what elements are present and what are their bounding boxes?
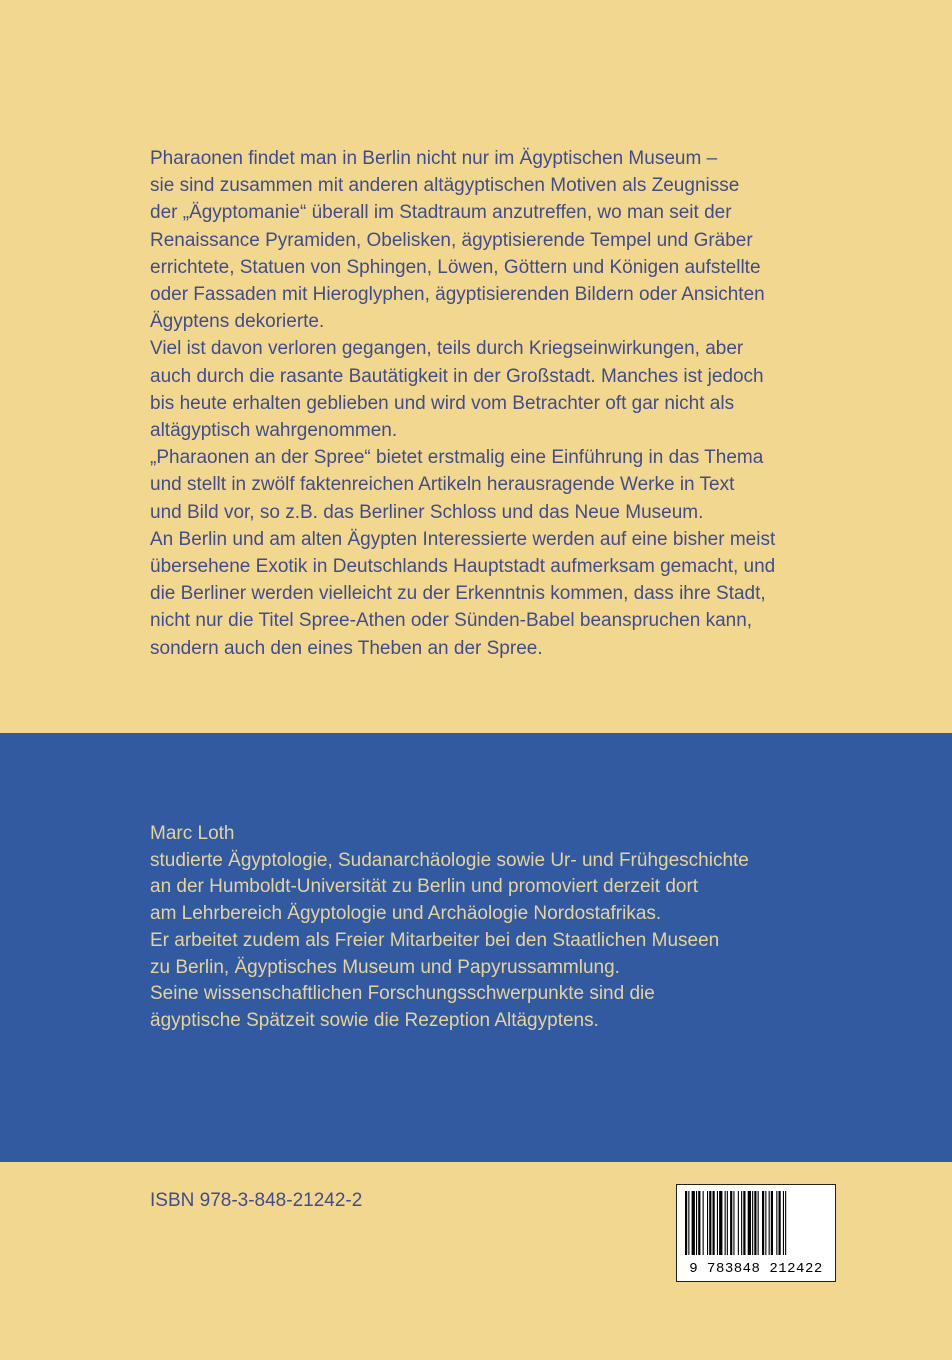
barcode-digits: 9 783848 212422 [689,1261,823,1277]
isbn-label: ISBN 978-3-848-21242-2 [150,1190,363,1211]
blurb-line: Viel ist davon verloren gegangen, teils durch Kriegseinwirkungen, aber [150,338,744,360]
barcode-bar [713,1191,715,1255]
barcode-bar [741,1191,742,1255]
blurb-line: nicht nur die Titel Spree-Athen oder Sünden-Babel beanspruchen kann, [150,610,753,632]
bio-line: zu Berlin, Ägyptisches Museum und Papyrussammlung. [150,956,620,978]
isbn-section [0,1162,952,1360]
blurb-line: altägyptisch wahrgenommen. [150,420,398,442]
barcode-bar [725,1191,726,1255]
barcode-bars [677,1185,835,1261]
barcode-bar [703,1191,704,1255]
barcode-bar [754,1191,756,1255]
blurb-line: An Berlin und am alten Ägypten Interessierte werden auf eine bisher meist [150,528,776,550]
barcode-bar [698,1191,700,1255]
bio-line: Er arbeitet zudem als Freier Mitarbeiter bei den Staatlichen Museen [150,929,720,951]
bio-line: am Lehrbereich Ägyptologie und Archäologie Nordostafrikas. [150,903,662,925]
blurb-line: oder Fassaden mit Hieroglyphen, ägyptisierenden Bildern oder Ansichten [150,284,765,306]
barcode-bar [771,1191,773,1255]
blurb-line: der „Ägyptomanie“ überall im Stadtraum anzutreffen, wo man seit der [150,202,732,224]
barcode-bar [762,1191,764,1255]
barcode-bar [776,1191,777,1255]
author-name: Marc Loth [150,823,235,844]
barcode-bar [709,1191,711,1255]
blurb-line: sie sind zusammen mit anderen altägyptischen Motiven als Zeugnisse [150,175,740,197]
barcode-bar [765,1191,766,1255]
barcode-bar [758,1191,759,1255]
barcode-bar [743,1191,745,1255]
barcode-bar [685,1191,687,1255]
blurb-line: „Pharaonen an der Spree“ bietet erstmalig eine Einführung in das Thema [150,447,764,469]
blurb-line: sondern auch den eines Theben an der Spree. [150,637,543,659]
barcode-bar [733,1191,734,1255]
author-bio-band [0,733,952,1162]
barcode-bar [730,1191,732,1255]
barcode-bar [688,1191,689,1255]
barcode [676,1184,836,1282]
barcode-bar [727,1191,728,1255]
bio-line: ägyptische Spätzeit sowie die Rezeption Altägyptens. [150,1009,599,1031]
blurb-line: auch durch die rasante Bautätigkeit in der Großstadt. Manches ist jedoch [150,365,764,387]
barcode-bar [779,1191,781,1255]
barcode-bar [692,1191,695,1255]
blurb-line: übersehene Exotik in Deutschlands Hauptstadt aufmerksam gemacht, und [150,556,776,578]
bio-line: an der Humboldt-Universität zu Berlin und promoviert derzeit dort [150,876,699,898]
barcode-bar [769,1191,770,1255]
barcode-bar [717,1191,718,1255]
blurb-text [150,145,810,662]
author-bio [150,821,850,1035]
blurb-line: und stellt in zwölf faktenreichen Artikeln herausragende Werke in Text [150,474,735,496]
blurb-line: errichtete, Statuen von Sphingen, Löwen, Göttern und Königen aufstellte [150,256,761,278]
blurb-line: die Berliner werden vielleicht zu der Erkenntnis kommen, dass ihre Stadt, [150,583,766,605]
bio-line: studierte Ägyptologie, Sudanarchäologie sowie Ur- und Frühgeschichte [150,849,749,871]
barcode-bar [707,1191,708,1255]
barcode-bar [752,1191,753,1255]
barcode-bar [785,1191,786,1255]
blurb-line: bis heute erhalten geblieben und wird vom Betrachter oft gar nicht als [150,392,735,414]
barcode-bar [748,1191,751,1255]
blurb-line: und Bild vor, so z.B. das Berliner Schloss und das Neue Museum. [150,501,704,523]
blurb-line: Pharaonen findet man in Berlin nicht nur im Ägyptischen Museum – [150,148,718,169]
barcode-bar [738,1191,739,1255]
barcode-bar [783,1191,784,1255]
barcode-bar [719,1191,722,1255]
blurb-line: Renaissance Pyramiden, Obelisken, ägyptisierende Tempel und Gräber [150,229,753,251]
barcode-bar [696,1191,697,1255]
blurb-line: Ägyptens dekorierte. [150,311,325,333]
bio-line: Seine wissenschaftlichen Forschungsschwerpunkte sind die [150,983,655,1005]
